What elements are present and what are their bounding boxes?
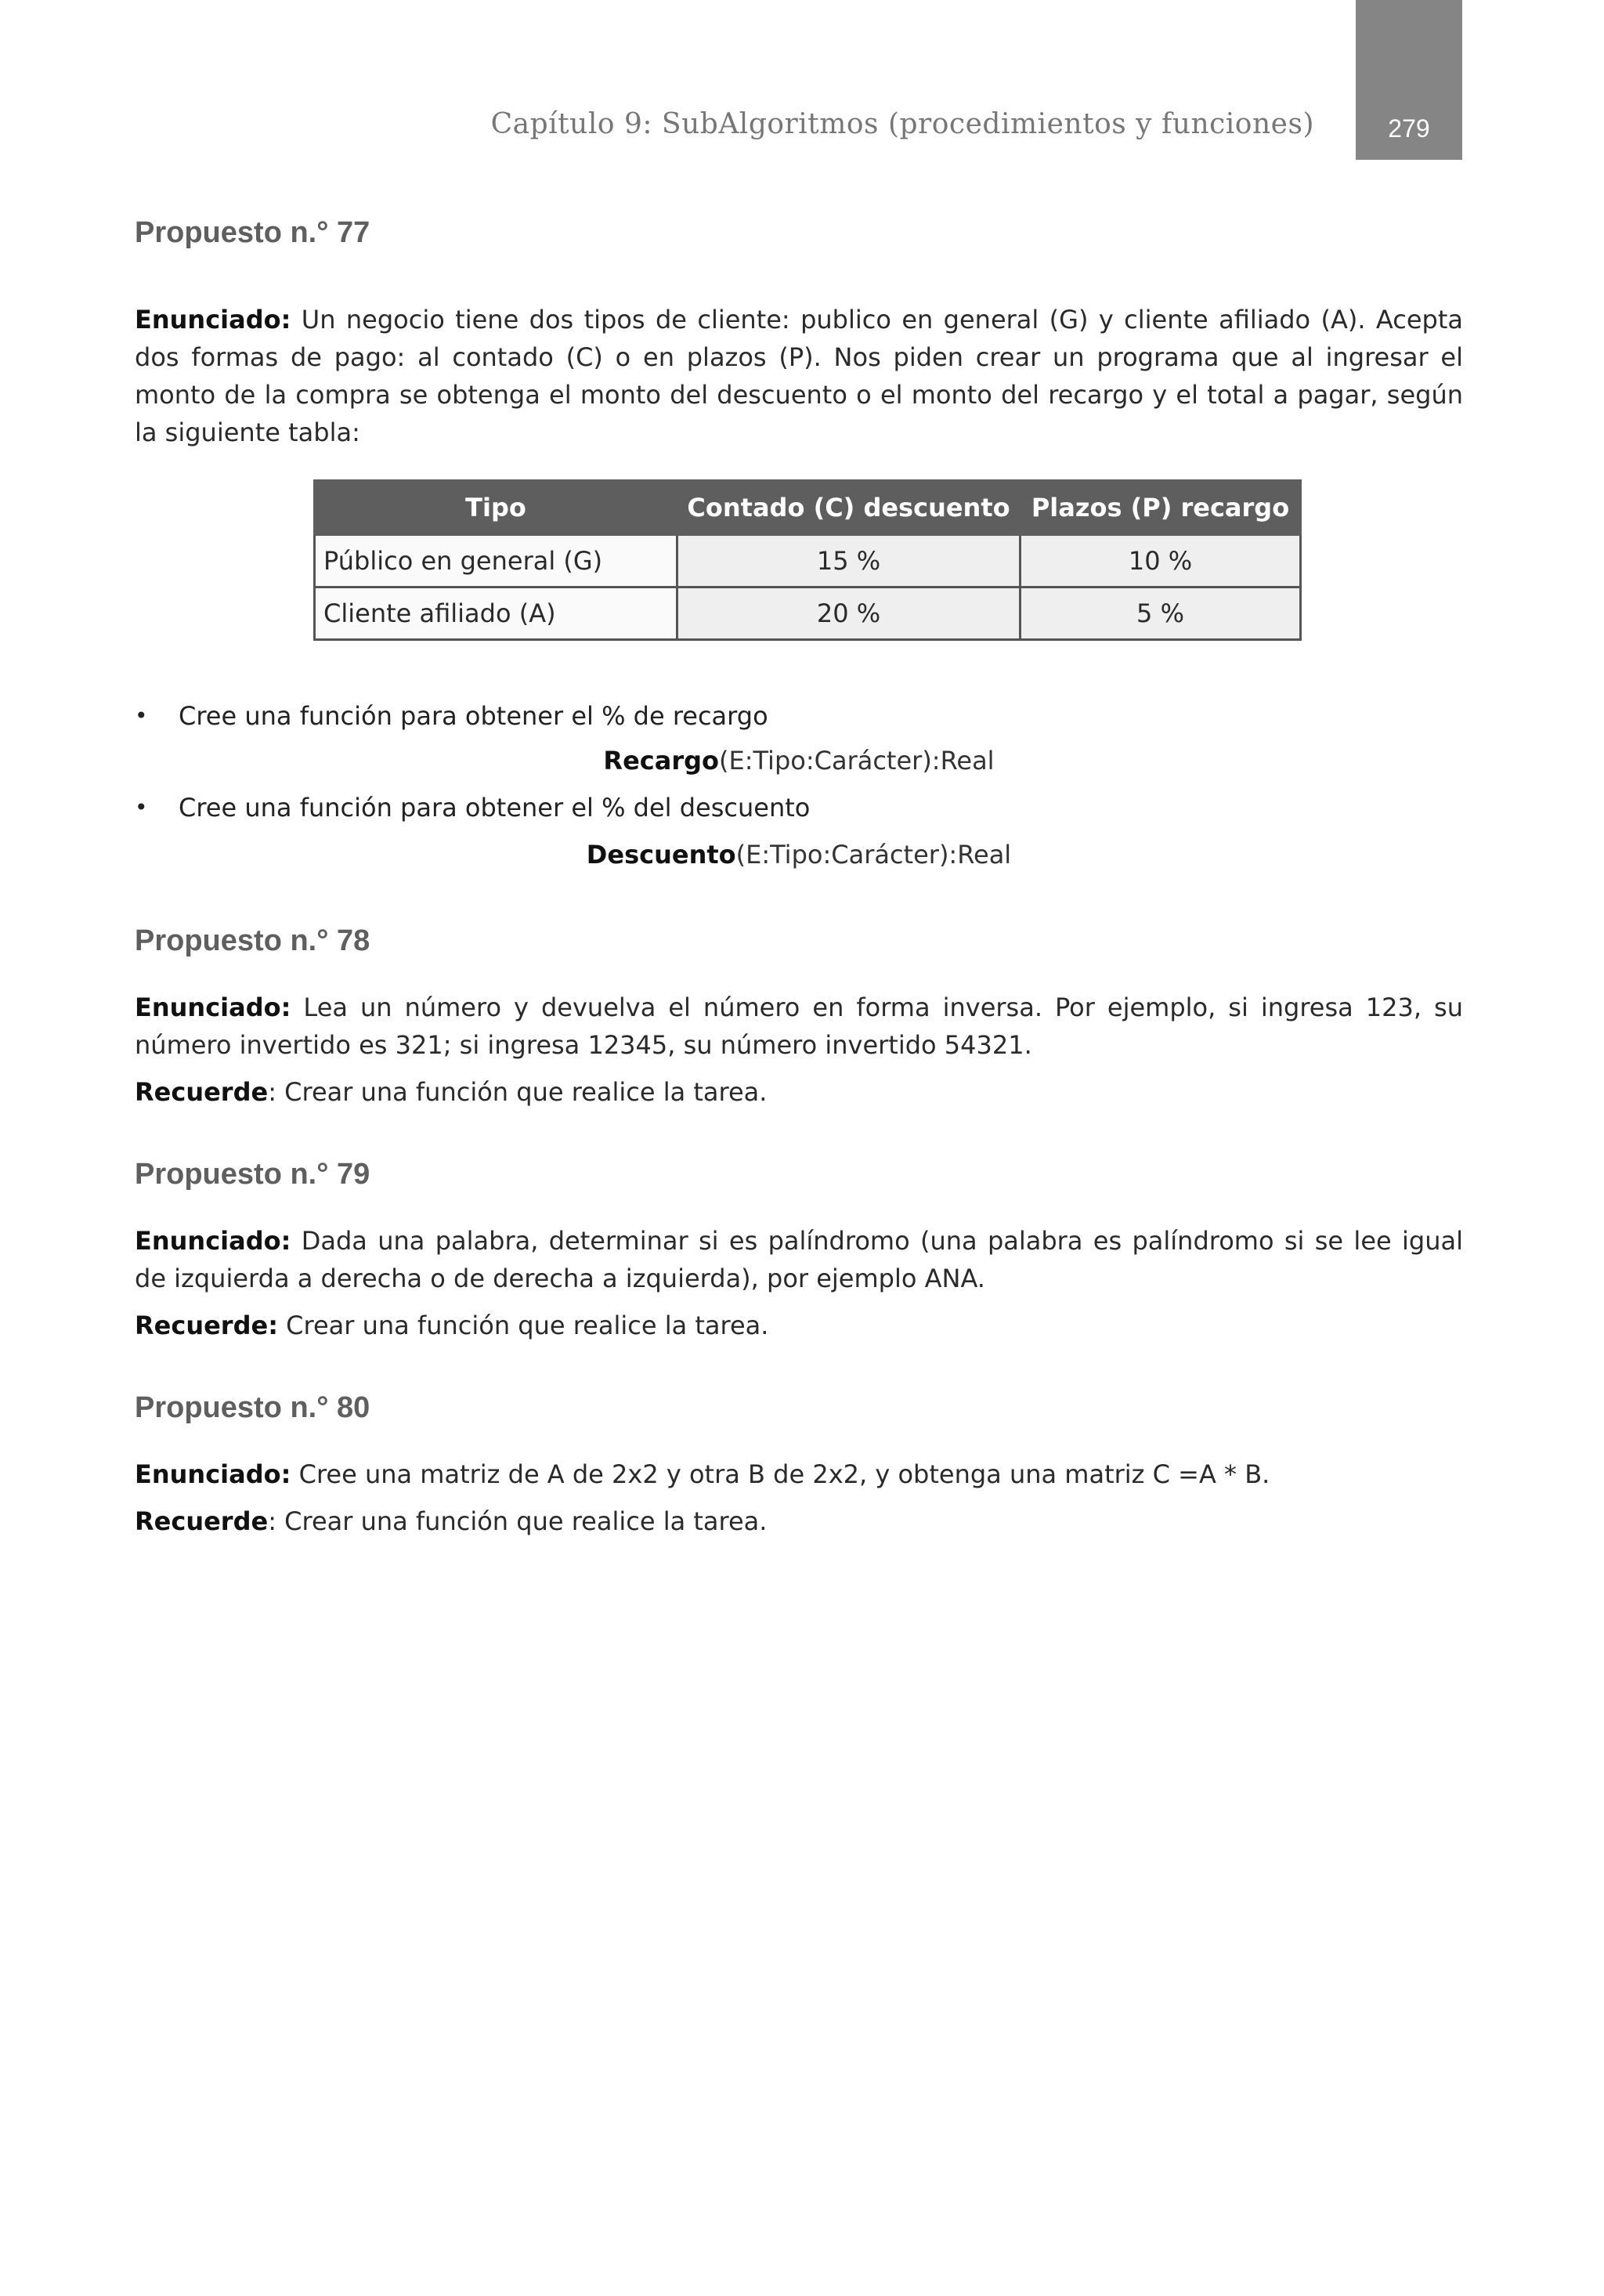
table-cell: 5 %: [1021, 588, 1301, 640]
table-cell: 20 %: [677, 588, 1021, 640]
table-row: [315, 588, 1301, 640]
recuerde-text: : Crear una función que realice la tarea.: [268, 1506, 768, 1536]
bullet-icon: •: [135, 703, 148, 729]
bullet-icon: •: [135, 794, 148, 820]
function-params: (E:Tipo:Carácter):Real: [719, 746, 995, 776]
enunciado-label: Enunciado:: [135, 1226, 291, 1256]
function-name: Descuento: [586, 840, 736, 870]
recuerde-text: : Crear una función que realice la tarea.: [268, 1077, 768, 1107]
bullet-text: Cree una función para obtener el % de recargo: [179, 701, 768, 731]
table-cell: 15 %: [677, 535, 1021, 588]
table-header: Tipo: [315, 481, 677, 535]
table-header: Plazos (P) recargo: [1021, 481, 1301, 535]
function-signature: [135, 836, 1463, 873]
recuerde-80: [135, 1502, 1463, 1540]
table-cell: 10 %: [1021, 535, 1301, 588]
enunciado-text: Un negocio tiene dos tipos de cliente: publico en general (G) y cliente afiliado (A). Acepta dos formas de pago: al contado (C) o en plazos (P). Nos piden crear un programa que al ingresar el monto de la compra se obtenga el monto del descuento o el monto del recargo y el total a pagar, según la siguiente tabla:: [135, 305, 1463, 447]
recuerde-79: [135, 1307, 1463, 1344]
table-cell: Cliente afiliado (A): [315, 588, 677, 640]
page-number-tab: [1356, 0, 1462, 160]
discount-table: [313, 479, 1302, 641]
recuerde-label: Recuerde:: [135, 1311, 278, 1340]
section-title-78: Propuesto n.° 78: [135, 924, 370, 957]
recuerde-label: Recuerde: [135, 1077, 269, 1107]
section-title-80: Propuesto n.° 80: [135, 1391, 370, 1424]
page-number: 279: [1388, 114, 1430, 143]
recuerde-label: Recuerde: [135, 1506, 269, 1536]
enunciado-text: Lea un número y devuelva el número en forma inversa. Por ejemplo, si ingresa 123, su número invertido es 321; si ingresa 12345, su número invertido 54321.: [135, 993, 1463, 1060]
bullet-text: Cree una función para obtener el % del descuento: [179, 793, 811, 823]
function-signature: [135, 742, 1463, 779]
enunciado-label: Enunciado:: [135, 1459, 291, 1489]
enunciado-label: Enunciado:: [135, 993, 291, 1022]
table-header-row: [315, 481, 1301, 535]
function-params: (E:Tipo:Carácter):Real: [735, 840, 1012, 870]
function-name: Recargo: [603, 746, 719, 776]
section-title-79: Propuesto n.° 79: [135, 1158, 370, 1191]
chapter-title: Capítulo 9: SubAlgoritmos (procedimientos y funciones): [490, 108, 1314, 140]
table-cell: Público en general (G): [315, 535, 677, 588]
recuerde-text: Crear una función que realice la tarea.: [277, 1311, 769, 1340]
enunciado-77: [135, 301, 1463, 451]
enunciado-79: [135, 1222, 1463, 1297]
table-header: Contado (C) descuento: [677, 481, 1021, 535]
enunciado-text: Dada una palabra, determinar si es palíndromo (una palabra es palíndromo si se lee igual de izquierda a derecha o de derecha a izquierda), por ejemplo ANA.: [135, 1226, 1463, 1293]
enunciado-78: [135, 989, 1463, 1064]
recuerde-78: [135, 1073, 1463, 1111]
enunciado-80: [135, 1455, 1463, 1493]
enunciado-label: Enunciado:: [135, 305, 291, 334]
enunciado-text: Cree una matriz de A de 2x2 y otra B de 2x2, y obtenga una matriz C =A * B.: [291, 1459, 1270, 1489]
section-title-77: Propuesto n.° 77: [135, 216, 370, 249]
table-row: [315, 535, 1301, 588]
